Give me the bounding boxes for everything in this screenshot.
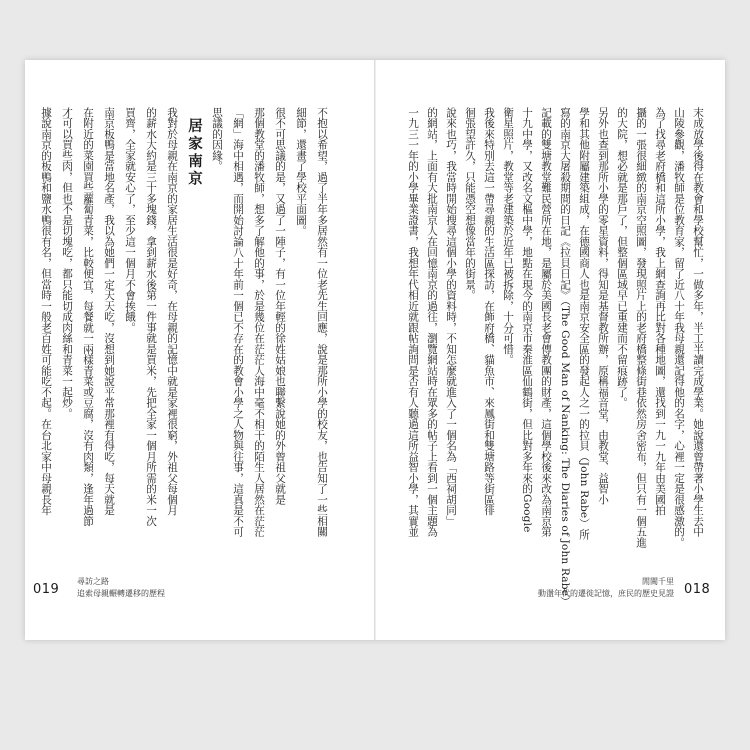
running-header-title: 閒闖千里 [642,577,674,586]
running-header-subtitle-wrap [488,588,674,600]
running-header-title: 尋訪之路 [77,577,109,586]
text-column: 才可以買些肉，但也不是切塊吃，都只能切成肉絲和青菜一起炒。 [61,107,73,419]
text-column: 的大院，想必就是那戶了，但整個區域早已重建而不留痕跡了。 [616,107,628,408]
text-column: 末成放學後得在教會和學校幫忙，一做多年，半工半讀完成學業。她說還曾帶著小學生去中 [692,107,704,537]
text-column: 學和其他附屬建築組成，在德國商人也是南京安全區的發起人之一的拉貝（John Rabe）所 [578,107,590,540]
text-column: 為了找尋老府橋和這所小學，我上網查詢再比對各種地圖，還找到一九一九年由美國拍 [654,107,666,516]
text-column: 寫的南京大屠殺期間的日記《拉貝日記》（The Good Man of Nanking: The Diaries of John Rabe） [559,107,571,607]
text-column: 我對於母親在南京的家居生活很是好奇，在母親的記憶中就是家裡很窮，外祖父每個月 [166,107,178,516]
text-column: 「網」海中相遇，而開始討論八十年前一個已不存在的教會小學之人物與往事，這真是不可 [232,107,244,537]
text-column: 說來也巧，我當時開始搜尋這個小學的資料時，不知怎麼就進入了一個名為「西祠胡同」 [445,107,457,527]
text-column: 的薪水大約是三十多塊錢，拿到薪水後第一件事就是買米，先把全家一個月所需的米一次 [145,107,157,527]
text-column: 記載的雙塘教堂難民營所在地，是屬於美國長老會傳教團的財產，這個學校後來改為南京第 [540,107,552,537]
text-column: 我後來特別去這一帶尋親的生活區探訪，在飾府橋、貓魚市、來鳳街和雙塘路等街區徘 [483,107,495,516]
text-column: 徊張望許久，只能憑空想像當年的街景。 [464,107,476,301]
text-column: 一九三一年的小學畢業證書，我想年代相近就跟帖詢問是否有人聽過這所益智小學，其實並 [407,107,419,537]
text-column: 在附近的菜園買些蘿蔔青菜，比較便宜，每餐就一兩樣青菜或豆腐，沒有肉類，逢年過節 [82,107,94,527]
text-column: 那個教堂的潘牧師，想多了解他的事，於是幾位在茫茫人海中毫不相干的陌生人居然在茫茫 [253,107,265,537]
text-column: 十九中學，又改名文樞中學，地點在現今的南京市秦淮區仙鶴街，但比對多年來的Google [521,107,533,533]
text-column: 南京板鴨是當地名產，我以為她們一定天天吃，沒想到她說平常那裡有得吃，每天就是 [103,107,115,516]
text-column: 攝的一張很細緻的南京空照圖，發現照片上的老府橋整條街巷依然房舍密布，但只有一個五進 [635,107,647,548]
page-number: 019 [33,582,60,597]
page-number: 018 [684,582,711,597]
text-column: 細節，還畫了學校平面圖。 [295,107,307,236]
text-column: 思議的因緣。 [211,107,223,172]
section-heading: 居家南京 [186,118,203,188]
running-header-subtitle: 追索母親輾轉遷移的歷程 [77,589,165,598]
text-column: 據說南京的板鴨和鹽水鴨很有名，但當時一般老百姓可能吃不起。在台北家中母親長年 [40,107,52,516]
right-page [376,60,725,640]
running-header [77,576,165,600]
text-column: 很不可思議的是，又過了一陣子，有一位年輕的徐姓姑娘也聯繫說她的外曾祖父就是 [274,107,286,505]
book-spread [25,60,725,640]
running-header [594,576,674,588]
text-column: 山陵參觀，潘牧師是位教育家，留了近八十年我母親還記得他的名字，心裡一定是很感激的。 [673,107,685,548]
text-column: 買齊，全家就安心了，至少這一個月不會挨餓。 [124,107,136,333]
running-header-subtitle: 動盪年代的遷徙記憶，庶民的歷史見證 [538,589,674,598]
left-page [25,60,374,640]
text-column: 衛星照片，教堂等老建築於近年已被拆除，十分可惜。 [502,107,514,365]
text-column: 另外也查到那所小學的零星資料，得知是基督教所辦，原稱福音堂，由教堂、益智小 [597,107,609,505]
text-column: 的網站，上面有大批南京人在回憶南京的過往，瀏覽網站時在眾多的帖子上看到一個主題為 [426,107,438,537]
text-column: 不抱以希望，過了半年多居然有一位老先生回應，說是那所小學的校友，也告知了一些相關 [316,107,328,537]
